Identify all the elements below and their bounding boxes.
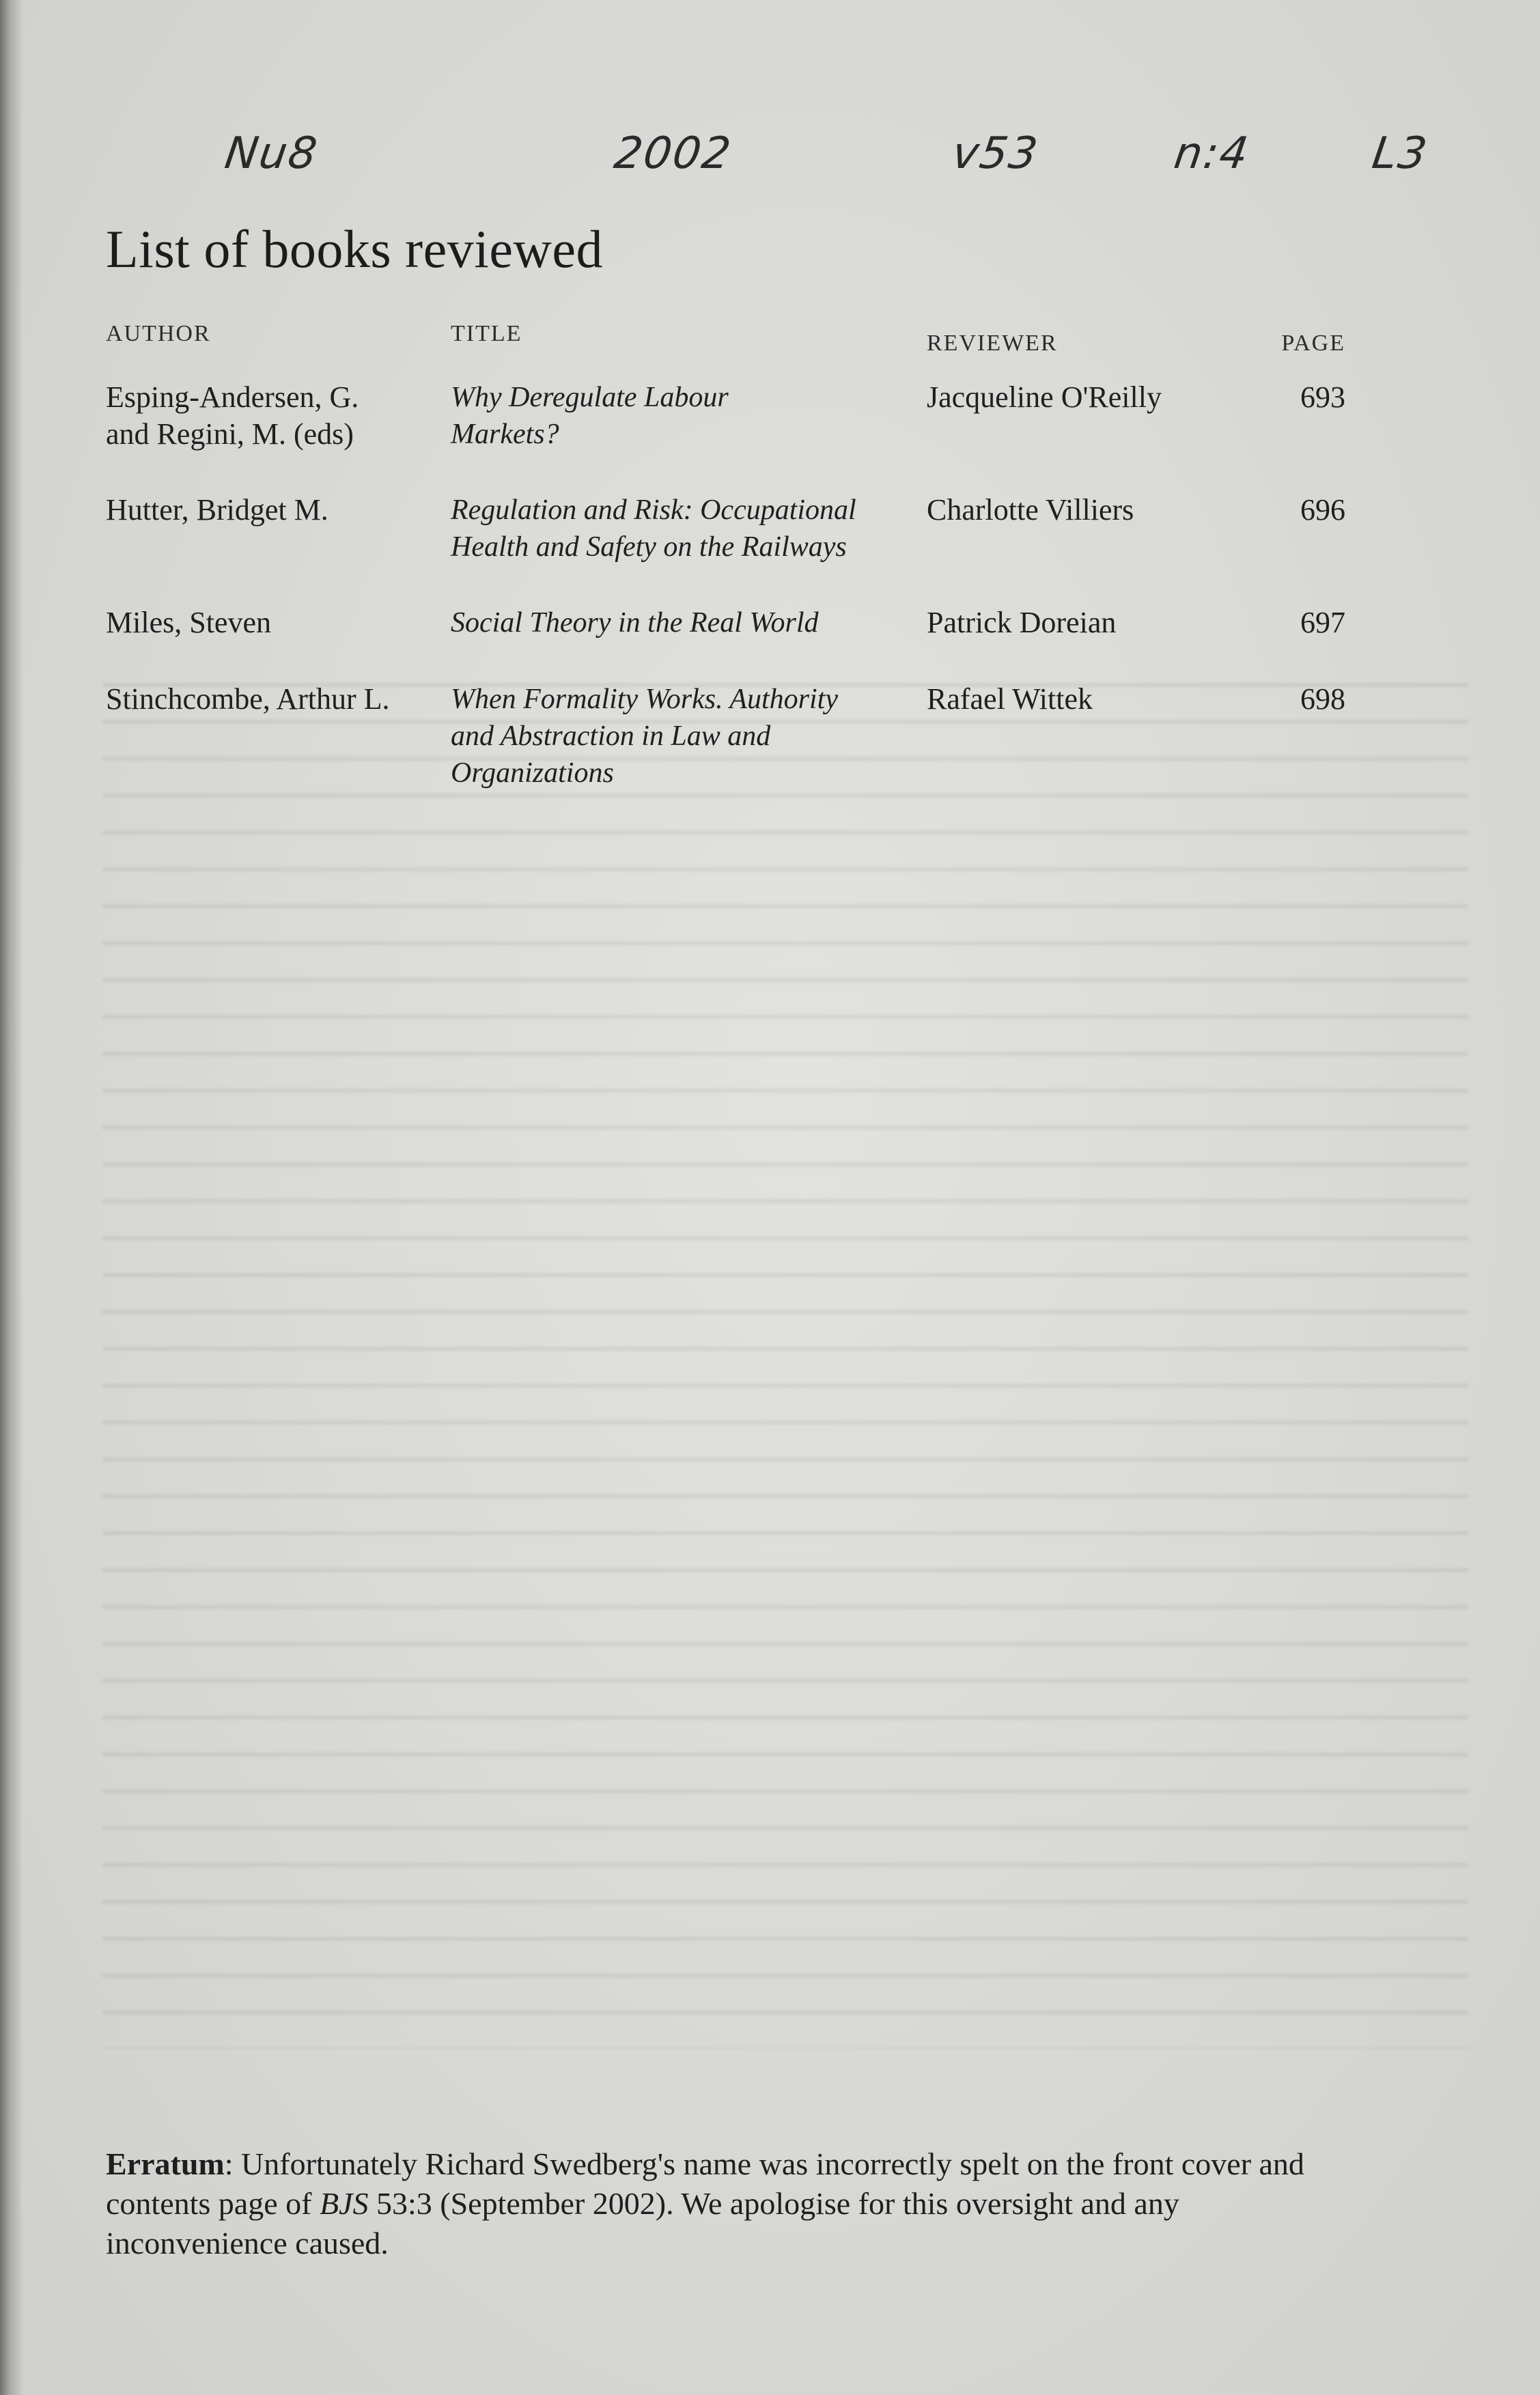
title-line: and Abstraction in Law and: [451, 720, 771, 752]
title-line: Regulation and Risk: Occupational: [451, 494, 856, 526]
erratum-journal: BJS: [319, 2186, 369, 2221]
author-line: and Regini, M. (eds): [106, 417, 354, 451]
handwritten-note: n:4: [1171, 128, 1253, 179]
bleed-through-texture: [102, 683, 1468, 2049]
erratum-text-before: : Unfortunately Richard Swedberg's name was incorrectly spelt on the front cover and contents page of: [106, 2146, 1304, 2221]
author-cell: [106, 604, 447, 641]
page-cell: 697: [1300, 606, 1345, 639]
page-gutter-shadow: [0, 0, 23, 2395]
page-cell: 693: [1300, 380, 1345, 414]
author-cell: [106, 379, 447, 453]
title-line: Markets?: [451, 419, 559, 450]
title-cell: [451, 604, 929, 641]
header-page: PAGE: [1281, 331, 1345, 356]
header-title: TITLE: [451, 321, 522, 346]
page-cell: 698: [1300, 682, 1345, 716]
reviewer-cell: Charlotte Villiers: [927, 493, 1134, 527]
title-cell: [451, 681, 929, 792]
page-title: List of books reviewed: [106, 219, 604, 279]
header-reviewer: REVIEWER: [927, 331, 1058, 356]
title-line: Why Deregulate Labour: [451, 382, 729, 413]
author-cell: [106, 681, 447, 718]
title-line: Health and Safety on the Railways: [451, 531, 847, 563]
title-line: When Formality Works. Authority: [451, 684, 838, 715]
reviewer-cell: Rafael Wittek: [927, 682, 1093, 716]
reviewer-cell: Jacqueline O'Reilly: [927, 380, 1162, 414]
author-cell: [106, 492, 447, 529]
header-author: AUTHOR: [106, 321, 211, 346]
table-header: [106, 321, 1349, 362]
handwritten-note: L3: [1369, 128, 1431, 179]
handwritten-note: v53: [949, 128, 1042, 179]
title-line: Social Theory in the Real World: [451, 607, 819, 639]
author-line: Esping-Andersen, G.: [106, 380, 359, 414]
handwritten-annotations: [0, 116, 1540, 212]
title-cell: [451, 492, 929, 565]
author-line: Miles, Steven: [106, 606, 271, 639]
erratum-note: [106, 2144, 1308, 2263]
reviewer-cell: Patrick Doreian: [927, 606, 1117, 639]
erratum-label: Erratum: [106, 2146, 225, 2181]
erratum-text-after: 53:3 (September 2002). We apologise for this oversight and any inconvenience caused.: [106, 2186, 1179, 2260]
title-cell: [451, 379, 929, 453]
author-line: Hutter, Bridget M.: [106, 493, 328, 527]
handwritten-note: Nu8: [221, 128, 322, 179]
page-cell: 696: [1300, 493, 1345, 527]
title-line: Organizations: [451, 757, 614, 789]
author-line: Stinchcombe, Arthur L.: [106, 682, 390, 716]
handwritten-note: 2002: [611, 128, 736, 179]
